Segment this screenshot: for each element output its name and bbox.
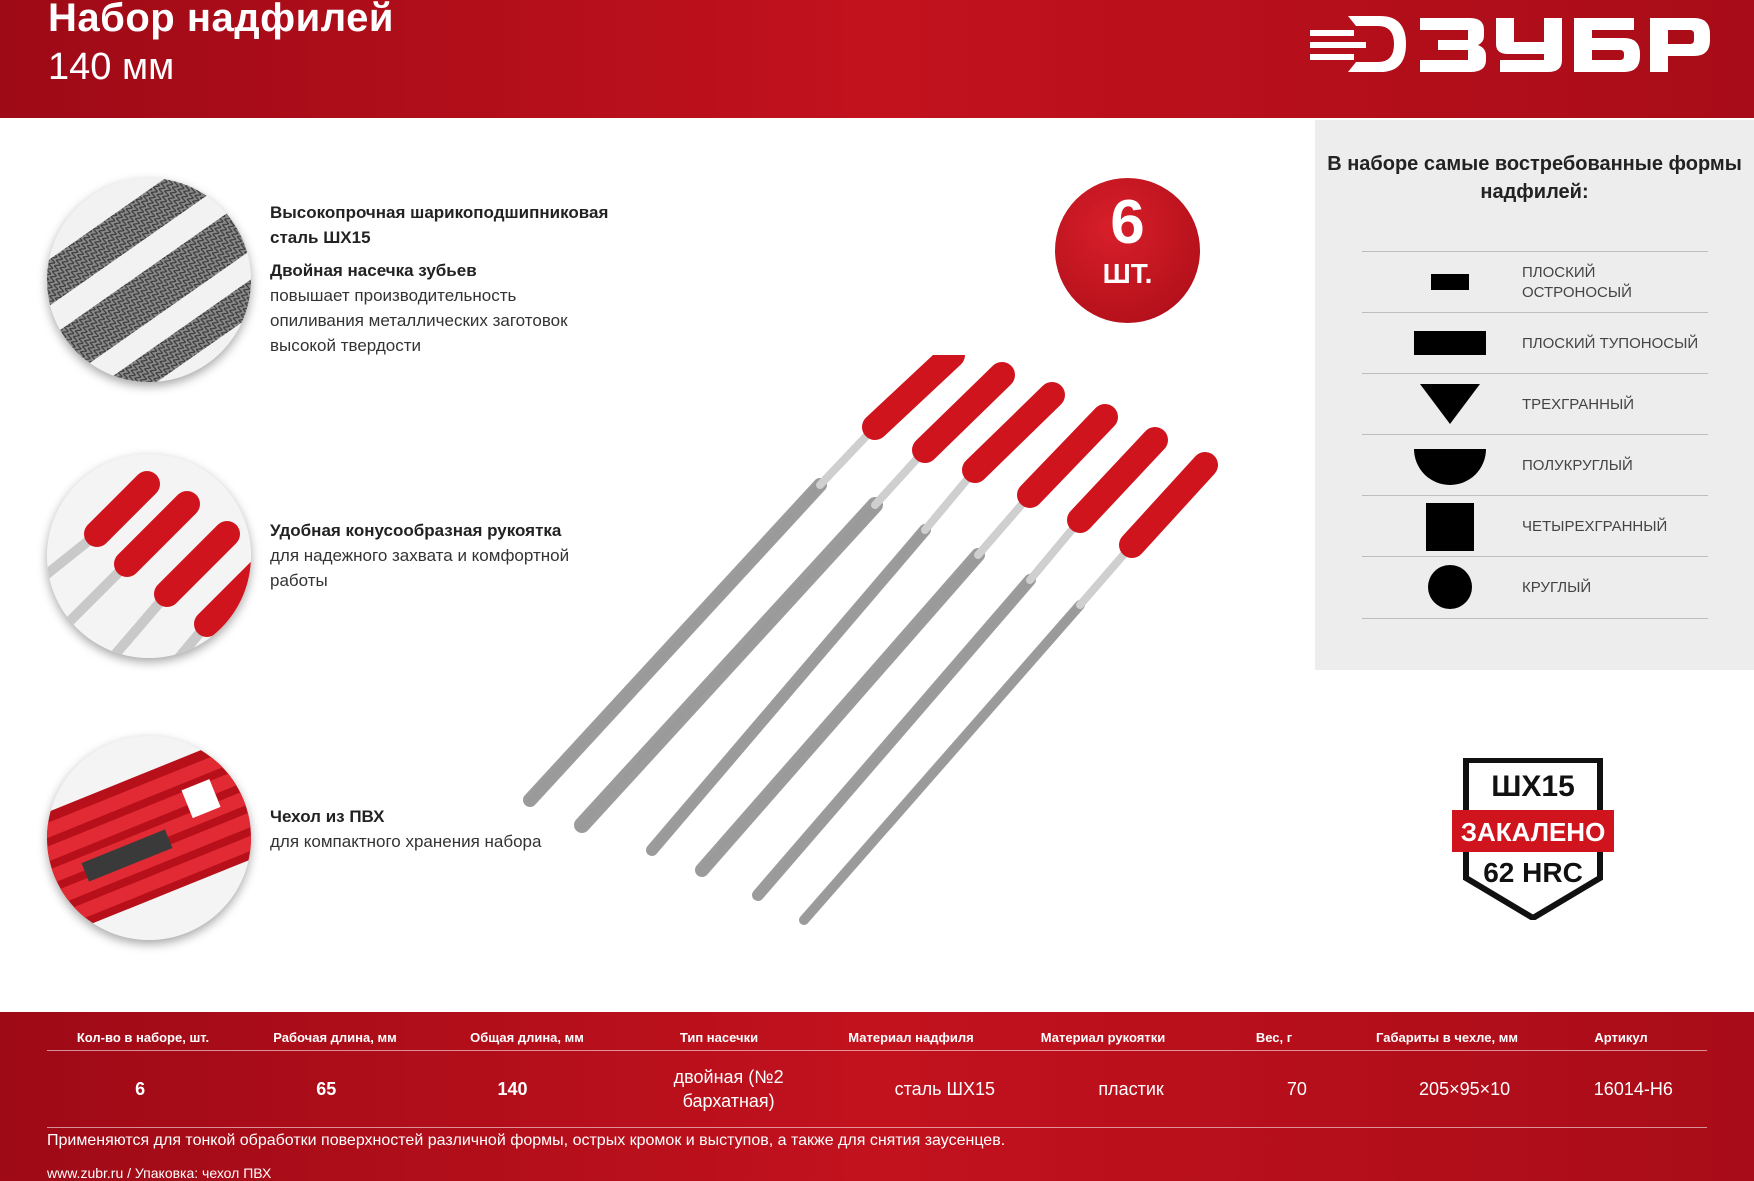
needle-files-illustration — [520, 355, 1280, 935]
hardness-line-3: 62 HRC — [1483, 857, 1583, 888]
value-cut-type: двойная (№2 бархатная) — [673, 1067, 784, 1111]
header-quantity: Кол-во в наборе, шт. — [76, 1029, 210, 1045]
feature-1-subtitle: Двойная насечка зубьев — [270, 261, 477, 280]
value-dimensions: 205×95×10 — [1419, 1079, 1511, 1099]
count-badge — [1055, 178, 1200, 323]
header-total-length: Общая длина, мм — [470, 1029, 584, 1045]
hardness-line-1: ШХ15 — [1491, 770, 1575, 803]
header-cut-type: Тип насечки — [679, 1029, 759, 1045]
feature-handles-closeup — [47, 454, 251, 658]
specs-footer — [0, 1012, 1754, 1181]
feature-1-description: повышает производительность опиливания металлических заготовок высокой твердости — [270, 286, 568, 355]
shape-row — [1362, 434, 1708, 496]
hardness-badge — [1452, 758, 1614, 920]
shape-row — [1362, 556, 1708, 619]
value-handle-material: пластик — [1098, 1079, 1164, 1099]
file-shapes-panel — [1315, 120, 1754, 670]
value-weight: 70 — [1286, 1079, 1307, 1099]
header-dimensions: Габариты в чехле, мм — [1376, 1029, 1518, 1045]
header-handle-material: Материал рукоятки — [1040, 1029, 1166, 1045]
specs-table-row — [47, 1050, 1707, 1128]
flat-pointed-shape-icon — [1412, 252, 1488, 313]
feature-3-description: для компактного хранения набора — [270, 832, 542, 851]
header-working-length: Рабочая длина, мм — [273, 1029, 397, 1045]
header-file-material: Материал надфиля — [848, 1029, 974, 1045]
round-shape-icon — [1412, 557, 1488, 618]
half-round-shape-icon — [1412, 435, 1488, 496]
shape-row — [1362, 251, 1708, 313]
page-title: Набор надфилей — [48, 0, 394, 40]
value-article: 16014-Н6 — [1593, 1079, 1673, 1099]
feature-1-title: Высокопрочная шарикоподшипниковая сталь ШХ15 — [270, 203, 609, 247]
shape-label: ПЛОСКИЙ ОСТРОНОСЫЙ — [1522, 263, 1632, 301]
shape-label: ЧЕТЫРЕХГРАННЫЙ — [1522, 517, 1668, 535]
header-banner — [0, 0, 1754, 118]
page-subtitle: 140 мм — [48, 46, 175, 88]
count-number: 6 — [1110, 188, 1145, 257]
shape-label: ПЛОСКИЙ ТУПОНОСЫЙ — [1522, 334, 1699, 352]
feature-teeth-closeup — [47, 178, 251, 382]
triangle-shape-icon — [1412, 374, 1488, 435]
shape-label: ПОЛУКРУГЛЫЙ — [1522, 456, 1633, 474]
shape-row — [1362, 373, 1708, 435]
value-working-length: 65 — [316, 1079, 337, 1099]
hardness-line-2: ЗАКАЛЕНО — [1460, 817, 1606, 847]
zubr-logo — [1310, 8, 1710, 80]
count-unit: ШТ. — [1102, 258, 1153, 289]
shapes-title: В наборе самые востребованные формы надфилей: — [1327, 153, 1742, 203]
feature-pvc-case — [47, 736, 251, 940]
value-file-material: сталь ШХ15 — [894, 1079, 996, 1099]
feature-1-text — [270, 200, 610, 358]
square-shape-icon — [1412, 496, 1488, 557]
shape-label: ТРЕХГРАННЫЙ — [1522, 395, 1635, 413]
feature-2-description: для надежного захвата и комфортной работы — [270, 546, 570, 590]
site-and-packaging: www.zubr.ru / Упаковка: чехол ПВХ — [47, 1165, 272, 1181]
flat-blunt-shape-icon — [1412, 313, 1488, 374]
shape-row — [1362, 495, 1708, 557]
shape-label: КРУГЛЫЙ — [1522, 578, 1592, 596]
value-total-length: 140 — [497, 1079, 528, 1099]
header-article: Артикул — [1594, 1029, 1648, 1045]
shape-row — [1362, 312, 1708, 374]
feature-3-title: Чехол из ПВХ — [270, 807, 385, 826]
value-quantity: 6 — [135, 1079, 146, 1099]
header-weight: Вес, г — [1255, 1029, 1293, 1045]
feature-2-title: Удобная конусообразная рукоятка — [270, 521, 562, 540]
specs-table-header — [47, 1022, 1707, 1052]
usage-note: Применяются для тонкой обработки поверхностей различной формы, острых кромок и выступов, а также для снятия заусенцев. — [47, 1132, 1006, 1149]
